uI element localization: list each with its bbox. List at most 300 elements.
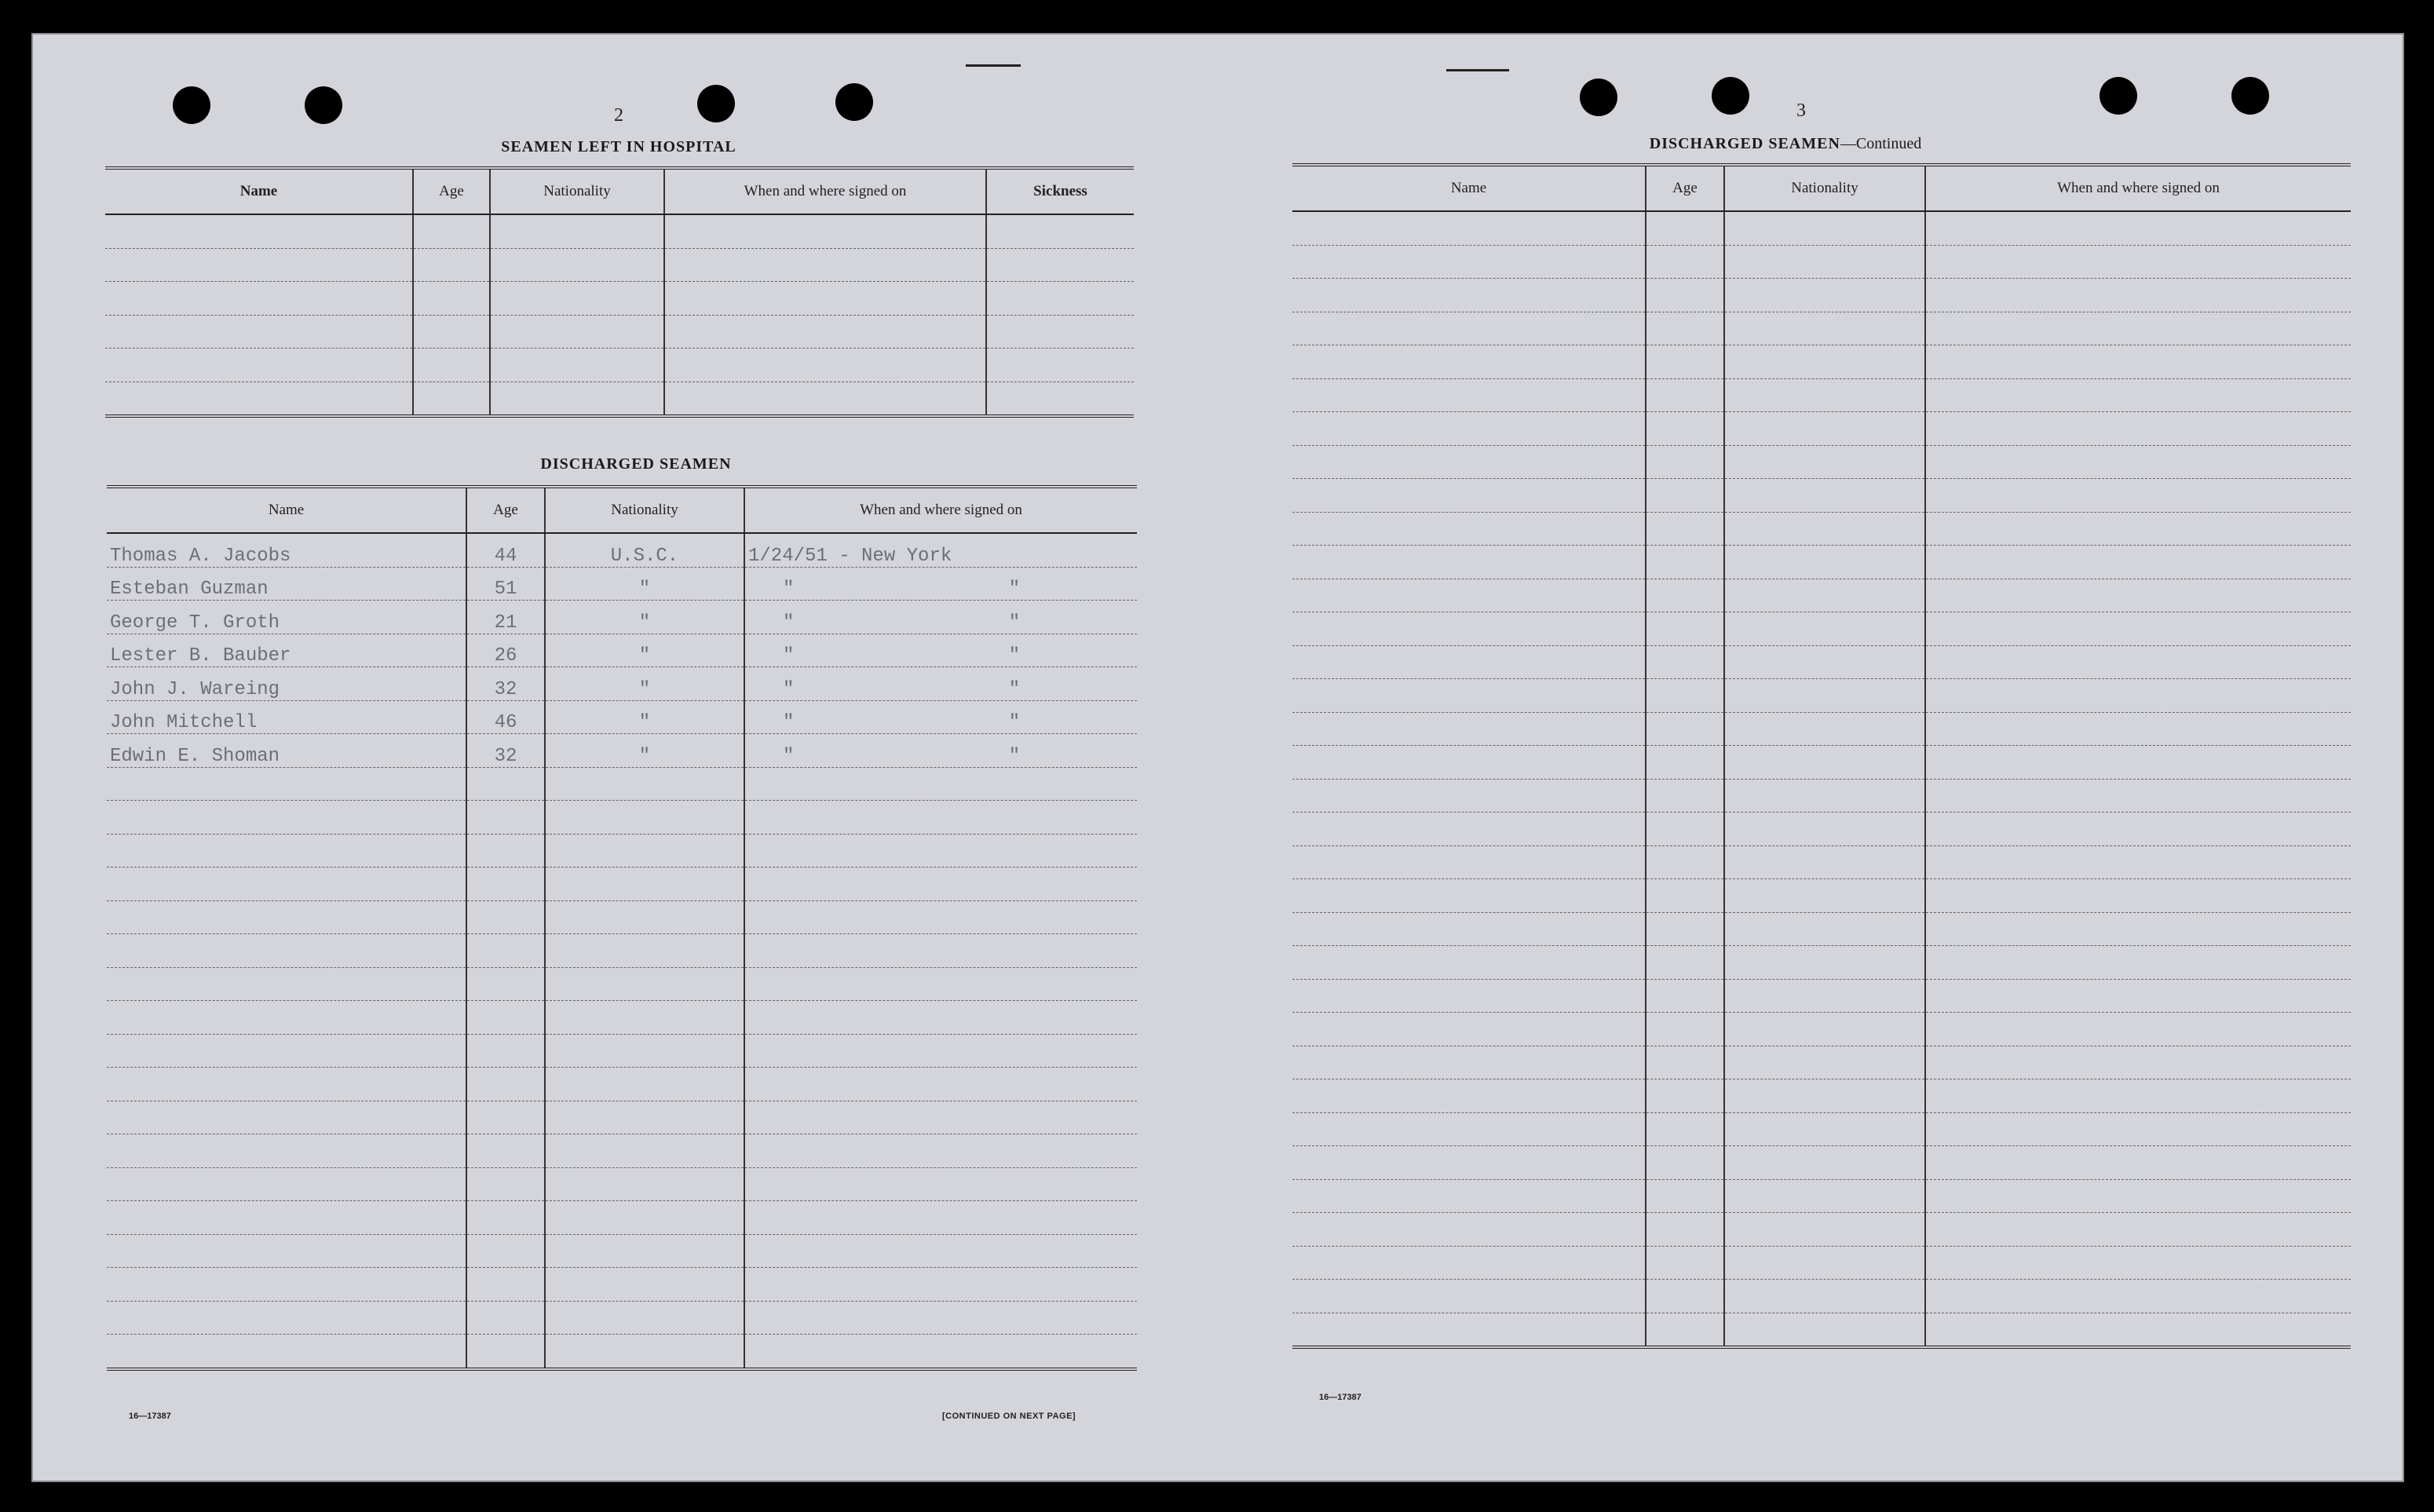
table-cell (1925, 479, 2351, 513)
punch-hole (173, 86, 210, 124)
table-row (1292, 412, 2351, 446)
table-cell (1925, 345, 2351, 379)
table-cell (1646, 378, 1724, 412)
table-cell (1292, 879, 1646, 913)
table-cell (1292, 679, 1646, 713)
column-header: Age (466, 487, 545, 533)
table-cell (1925, 813, 2351, 846)
table-cell (1646, 245, 1724, 279)
table-cell (1724, 412, 1925, 446)
table-cell (1724, 746, 1925, 780)
table-cell (1925, 1112, 2351, 1146)
table-cell (664, 315, 986, 349)
table-row (1292, 1013, 2351, 1046)
table-cell (1724, 345, 1925, 379)
table-cell (664, 214, 986, 248)
ditto-mark: " (1008, 712, 1021, 733)
table-cell (1646, 1079, 1724, 1113)
ditto-mark: " (1008, 678, 1021, 700)
table-cell (466, 1335, 545, 1369)
table-cell (466, 967, 545, 1001)
table-cell: " (545, 734, 744, 768)
table-cell (1646, 645, 1724, 679)
table-cell (466, 934, 545, 968)
table-cell (1646, 512, 1724, 546)
table-cell: John Mitchell (107, 700, 466, 734)
table-row (107, 967, 1137, 1001)
table-cell: " (545, 667, 744, 701)
table-row (107, 601, 1137, 634)
discharged-continued-table (1292, 163, 2351, 1349)
table-cell (466, 834, 545, 867)
table-cell (545, 1167, 744, 1201)
table-cell (1724, 845, 1925, 879)
table-cell: 46 (466, 700, 545, 734)
table-cell (1724, 1013, 1925, 1046)
table-cell (744, 1335, 1137, 1369)
table-cell (105, 248, 413, 282)
table-cell (744, 967, 1137, 1001)
table-cell (744, 934, 1137, 968)
table-cell (744, 834, 1137, 867)
hospital-table (105, 166, 1134, 418)
table-cell (490, 349, 664, 382)
ink-speck (966, 64, 1021, 67)
table-row (1292, 1313, 2351, 1347)
table-row (1292, 1046, 2351, 1079)
table-cell (1292, 813, 1646, 846)
table-cell (1925, 1179, 2351, 1213)
table-cell (107, 867, 466, 901)
table-cell (107, 1335, 466, 1369)
column-header: Age (1646, 165, 1724, 211)
table-cell: " (545, 567, 744, 601)
table-cell (1292, 1146, 1646, 1180)
table-cell (1292, 779, 1646, 813)
table-row (1292, 845, 2351, 879)
table-cell (105, 349, 413, 382)
table-cell (413, 214, 490, 248)
table-cell (1646, 1213, 1724, 1247)
table-cell (1724, 912, 1925, 946)
table-cell (1646, 312, 1724, 345)
table-row (107, 1335, 1137, 1369)
table-row (1292, 946, 2351, 980)
ditto-mark: " (783, 645, 795, 667)
table-cell (1925, 845, 2351, 879)
table-cell (1724, 979, 1925, 1013)
table-row (1292, 1146, 2351, 1180)
ditto-mark: " (783, 612, 795, 634)
column-header: Name (105, 168, 413, 214)
table-cell (466, 900, 545, 934)
table-cell: U.S.C. (545, 533, 744, 567)
table-row (107, 867, 1137, 901)
table-cell (490, 248, 664, 282)
table-cell (744, 1301, 1137, 1335)
table-cell (1646, 712, 1724, 746)
table-row (107, 700, 1137, 734)
column-header: When and where signed on (664, 168, 986, 214)
table-cell (1646, 445, 1724, 479)
table-cell (744, 1201, 1137, 1235)
table-cell (744, 1101, 1137, 1134)
table-cell (744, 1268, 1137, 1302)
table-cell: 26 (466, 634, 545, 667)
column-header: Nationality (490, 168, 664, 214)
table-cell (1925, 779, 2351, 813)
table-cell (1925, 312, 2351, 345)
table-cell (1724, 1213, 1925, 1247)
table-row (105, 214, 1134, 248)
ditto-mark: " (783, 745, 795, 767)
table-cell: " (545, 700, 744, 734)
table-row (107, 1201, 1137, 1235)
table-cell (545, 867, 744, 901)
table-cell (1646, 1146, 1724, 1180)
table-cell (413, 382, 490, 416)
table-cell (1925, 679, 2351, 713)
table-cell (1292, 479, 1646, 513)
table-row (1292, 879, 2351, 913)
table-cell (664, 248, 986, 282)
table-cell (1292, 1112, 1646, 1146)
table-cell (107, 1301, 466, 1335)
table-cell (545, 967, 744, 1001)
table-cell (1925, 579, 2351, 612)
table-cell (744, 801, 1137, 835)
table-row (1292, 1213, 2351, 1247)
table-cell (1292, 279, 1646, 312)
table-cell (1724, 279, 1925, 312)
table-cell (744, 1001, 1137, 1035)
table-cell (1292, 312, 1646, 345)
table-row (1292, 579, 2351, 612)
table-cell (1646, 279, 1724, 312)
table-cell (744, 667, 1137, 701)
ditto-mark: " (783, 678, 795, 700)
table-cell (1646, 879, 1724, 913)
table-cell (1925, 245, 2351, 279)
table-cell (1646, 1046, 1724, 1079)
table-cell (466, 1201, 545, 1235)
table-cell: 32 (466, 734, 545, 768)
table-cell: 32 (466, 667, 545, 701)
table-cell (545, 934, 744, 968)
table-cell (1925, 946, 2351, 980)
table-cell (1292, 746, 1646, 780)
table-cell (1925, 1213, 2351, 1247)
table-cell (545, 1101, 744, 1134)
table-row (105, 282, 1134, 316)
table-row (107, 1301, 1137, 1335)
table-cell (107, 767, 466, 801)
table-cell (1925, 1046, 2351, 1079)
table-cell (744, 567, 1137, 601)
page-number-left: 2 (614, 105, 623, 126)
table-cell: John J. Wareing (107, 667, 466, 701)
table-cell: " (545, 601, 744, 634)
table-cell (107, 900, 466, 934)
table-cell: Lester B. Bauber (107, 634, 466, 667)
table-cell (1646, 1313, 1724, 1347)
table-cell (107, 1034, 466, 1068)
table-cell (466, 1268, 545, 1302)
table-cell (1292, 445, 1646, 479)
table-cell: George T. Groth (107, 601, 466, 634)
table-row (1292, 546, 2351, 579)
table-cell (466, 1034, 545, 1068)
table-row (107, 1234, 1137, 1268)
table-row (107, 900, 1137, 934)
column-header: Age (413, 168, 490, 214)
table-cell (1292, 712, 1646, 746)
table-cell (986, 282, 1134, 316)
table-row (1292, 512, 2351, 546)
table-cell (1724, 579, 1925, 612)
table-cell (1646, 1179, 1724, 1213)
table-row (1292, 345, 2351, 379)
table-cell (1724, 645, 1925, 679)
table-cell (466, 1234, 545, 1268)
table-cell (1724, 679, 1925, 713)
table-cell (1292, 245, 1646, 279)
table-row (107, 734, 1137, 768)
table-cell (986, 315, 1134, 349)
table-cell (107, 934, 466, 968)
table-cell (1925, 879, 2351, 913)
table-row (107, 1034, 1137, 1068)
table-cell (1925, 546, 2351, 579)
table-row (107, 1134, 1137, 1168)
table-cell (1646, 845, 1724, 879)
table-cell (1292, 1046, 1646, 1079)
table-row (1292, 312, 2351, 345)
table-cell (1292, 912, 1646, 946)
table-cell (744, 867, 1137, 901)
table-cell (744, 700, 1137, 734)
table-cell: 51 (466, 567, 545, 601)
table-row (107, 767, 1137, 801)
table-row (1292, 746, 2351, 780)
table-row (1292, 479, 2351, 513)
table-cell (1724, 312, 1925, 345)
table-cell (1646, 679, 1724, 713)
table-cell (1646, 412, 1724, 446)
table-cell (1292, 979, 1646, 1013)
table-cell (1292, 378, 1646, 412)
table-cell (466, 1167, 545, 1201)
table-row (1292, 1246, 2351, 1280)
table-cell (1925, 512, 2351, 546)
form-number-left: 16—17387 (129, 1412, 171, 1421)
table-cell (1646, 746, 1724, 780)
table-cell (1646, 912, 1724, 946)
form-number-right: 16—17387 (1319, 1393, 1361, 1402)
table-cell (107, 967, 466, 1001)
column-header: Name (107, 487, 466, 533)
table-cell (1925, 1013, 2351, 1046)
column-header: When and where signed on (744, 487, 1137, 533)
table-cell (413, 248, 490, 282)
table-row (107, 1268, 1137, 1302)
table-cell (545, 1001, 744, 1035)
table-cell (490, 315, 664, 349)
table-cell (1724, 1046, 1925, 1079)
table-cell (664, 382, 986, 416)
table-cell (744, 1034, 1137, 1068)
table-cell (466, 767, 545, 801)
table-cell (1646, 211, 1724, 245)
table-cell (744, 1068, 1137, 1101)
table-cell (1292, 345, 1646, 379)
table-row (107, 533, 1137, 567)
table-cell (1724, 1246, 1925, 1280)
table-cell (545, 1134, 744, 1168)
table-cell (1724, 813, 1925, 846)
table-cell (986, 382, 1134, 416)
table-cell (1925, 378, 2351, 412)
table-cell (107, 1234, 466, 1268)
table-cell (1925, 912, 2351, 946)
table-cell (1646, 1112, 1724, 1146)
table-cell (1646, 979, 1724, 1013)
table-cell (1292, 645, 1646, 679)
table-cell (490, 214, 664, 248)
table-row (1292, 679, 2351, 713)
table-cell (466, 1001, 545, 1035)
table-cell (545, 1268, 744, 1302)
table-cell (1292, 211, 1646, 245)
table-cell (1925, 279, 2351, 312)
table-cell (105, 315, 413, 349)
table-cell (1646, 1280, 1724, 1313)
table-cell (466, 1068, 545, 1101)
table-row (107, 1068, 1137, 1101)
table-cell (1646, 479, 1724, 513)
continued-note: [CONTINUED ON NEXT PAGE] (942, 1412, 1076, 1421)
table-cell: 44 (466, 533, 545, 567)
table-cell (1925, 1079, 2351, 1113)
table-cell (1292, 1313, 1646, 1347)
punch-hole (2100, 77, 2137, 115)
table-cell (1925, 645, 2351, 679)
discharged-section-title: DISCHARGED SEAMEN (540, 455, 732, 473)
table-cell (490, 282, 664, 316)
table-row (107, 634, 1137, 667)
table-cell (466, 1301, 545, 1335)
table-cell (105, 214, 413, 248)
table-cell (1724, 1179, 1925, 1213)
punch-hole (1580, 79, 1617, 116)
table-cell (1724, 211, 1925, 245)
ditto-mark: " (783, 712, 795, 733)
table-cell (107, 801, 466, 835)
table-row (107, 834, 1137, 867)
table-row (1292, 245, 2351, 279)
table-cell (1925, 746, 2351, 780)
table-row (107, 1101, 1137, 1134)
table-cell (1925, 445, 2351, 479)
table-row (107, 567, 1137, 601)
table-cell (107, 1101, 466, 1134)
table-cell (413, 349, 490, 382)
table-cell (1724, 378, 1925, 412)
page-number-right: 3 (1796, 100, 1806, 121)
table-cell (545, 900, 744, 934)
table-cell (545, 1068, 744, 1101)
table-cell (1724, 712, 1925, 746)
table-cell (1724, 1079, 1925, 1113)
table-cell (1292, 1013, 1646, 1046)
table-cell (744, 900, 1137, 934)
table-row (107, 667, 1137, 701)
table-row (107, 801, 1137, 835)
table-cell (107, 1268, 466, 1302)
discharged-table (107, 485, 1137, 1371)
table-cell (1724, 512, 1925, 546)
table-cell (1646, 579, 1724, 612)
table-cell (744, 601, 1137, 634)
ditto-mark: " (1008, 645, 1021, 667)
table-row (1292, 779, 2351, 813)
table-cell (664, 349, 986, 382)
table-cell: Thomas A. Jacobs (107, 533, 466, 567)
table-cell (1925, 1146, 2351, 1180)
table-cell (1292, 579, 1646, 612)
column-header: Nationality (1724, 165, 1925, 211)
table-row (1292, 912, 2351, 946)
table-cell (107, 1201, 466, 1235)
ink-speck (1446, 69, 1509, 71)
table-cell (744, 734, 1137, 768)
table-cell (1292, 412, 1646, 446)
table-cell (413, 315, 490, 349)
table-cell (1724, 479, 1925, 513)
column-header: Sickness (986, 168, 1134, 214)
table-cell (413, 282, 490, 316)
table-row (1292, 813, 2351, 846)
table-cell (1925, 211, 2351, 245)
table-cell (1292, 512, 1646, 546)
ditto-mark: " (783, 579, 795, 600)
table-cell (744, 1234, 1137, 1268)
table-row (1292, 1179, 2351, 1213)
table-row (1292, 211, 2351, 245)
column-header: Nationality (545, 487, 744, 533)
table-cell (466, 1134, 545, 1168)
table-cell (1724, 1146, 1925, 1180)
table-cell (1724, 946, 1925, 980)
table-cell (545, 834, 744, 867)
table-cell (1724, 245, 1925, 279)
table-cell (1646, 1246, 1724, 1280)
table-row (1292, 1079, 2351, 1113)
table-row (107, 934, 1137, 968)
table-row (107, 1167, 1137, 1201)
table-cell (1925, 712, 2351, 746)
table-cell (1646, 345, 1724, 379)
punch-hole (835, 83, 873, 121)
column-header: Name (1292, 165, 1646, 211)
table-cell (545, 1335, 744, 1369)
punch-hole (1712, 77, 1749, 115)
table-cell (1646, 1013, 1724, 1046)
table-cell (1925, 979, 2351, 1013)
table-cell (1724, 445, 1925, 479)
table-cell (1925, 1313, 2351, 1347)
table-cell (107, 1167, 466, 1201)
